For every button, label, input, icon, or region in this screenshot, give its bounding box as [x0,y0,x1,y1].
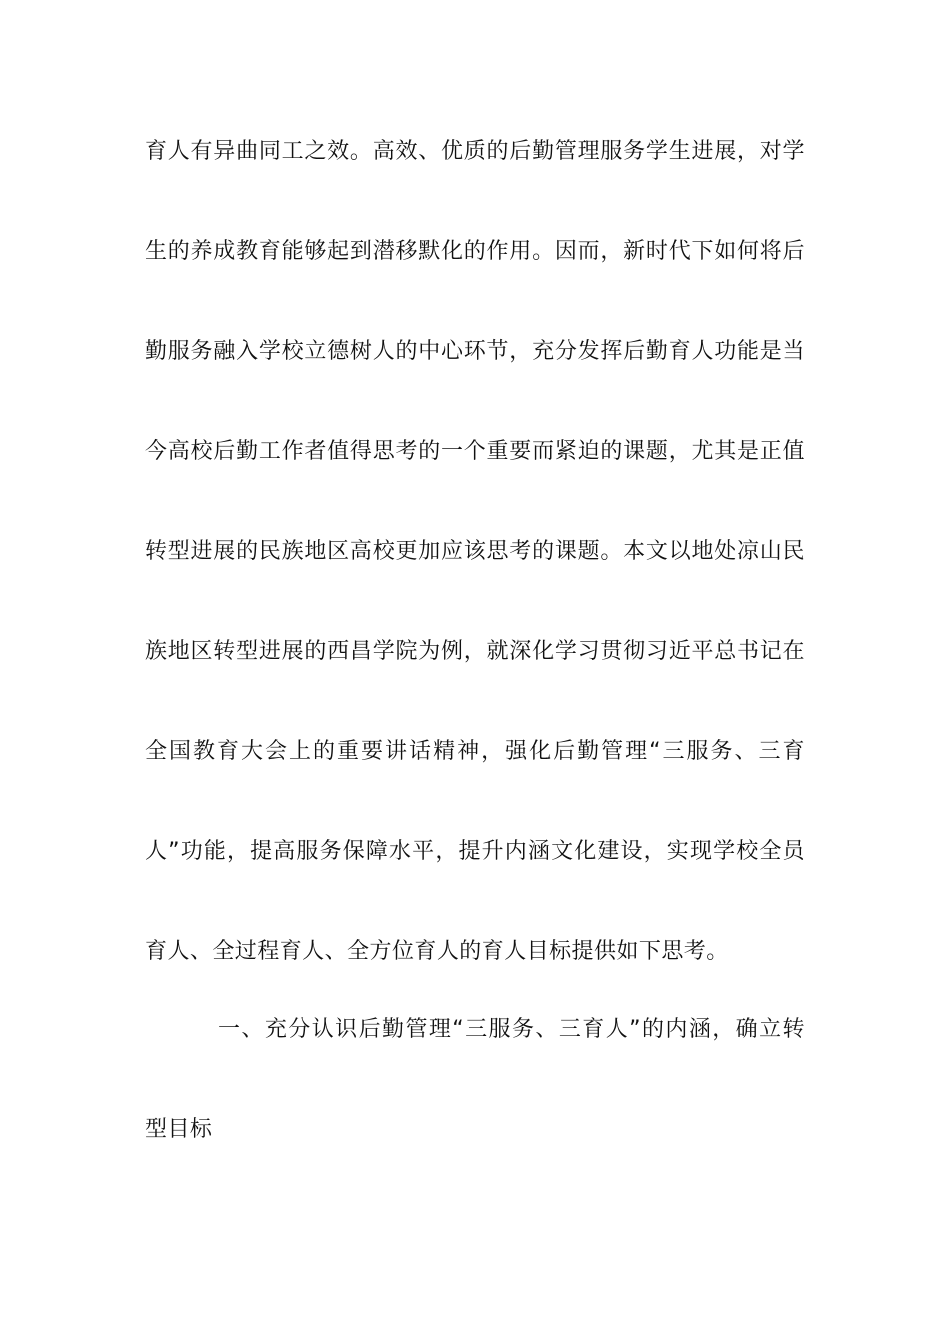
section-heading-line-continued: 型目标 [145,1117,213,1142]
paragraph-line: 族地区转型进展的西昌学院为例，就深化学习贯彻习近平总书记在 [145,639,805,664]
paragraph-line: 育人有异曲同工之效。高效、优质的后勤管理服务学生进展，对学 [145,139,805,164]
paragraph-line: 全国教育大会上的重要讲话精神，强化后勤管理“三服务、三育 [145,739,805,764]
section-heading-line: 一、充分认识后勤管理“三服务、三育人”的内涵，确立转 [218,1017,805,1042]
paragraph-line: 转型进展的民族地区高校更加应该思考的课题。本文以地处凉山民 [145,539,805,564]
paragraph-line: 人”功能，提高服务保障水平，提升内涵文化建设，实现学校全员 [145,839,805,864]
paragraph-line: 今高校后勤工作者值得思考的一个重要而紧迫的课题，尤其是正值 [145,439,805,464]
paragraph-line-last: 育人、全过程育人、全方位育人的育人目标提供如下思考。 [145,939,729,964]
paragraph-line: 生的养成教育能够起到潜移默化的作用。因而，新时代下如何将后 [145,239,805,264]
paragraph-line: 勤服务融入学校立德树人的中心环节，充分发挥后勤育人功能是当 [145,339,805,364]
